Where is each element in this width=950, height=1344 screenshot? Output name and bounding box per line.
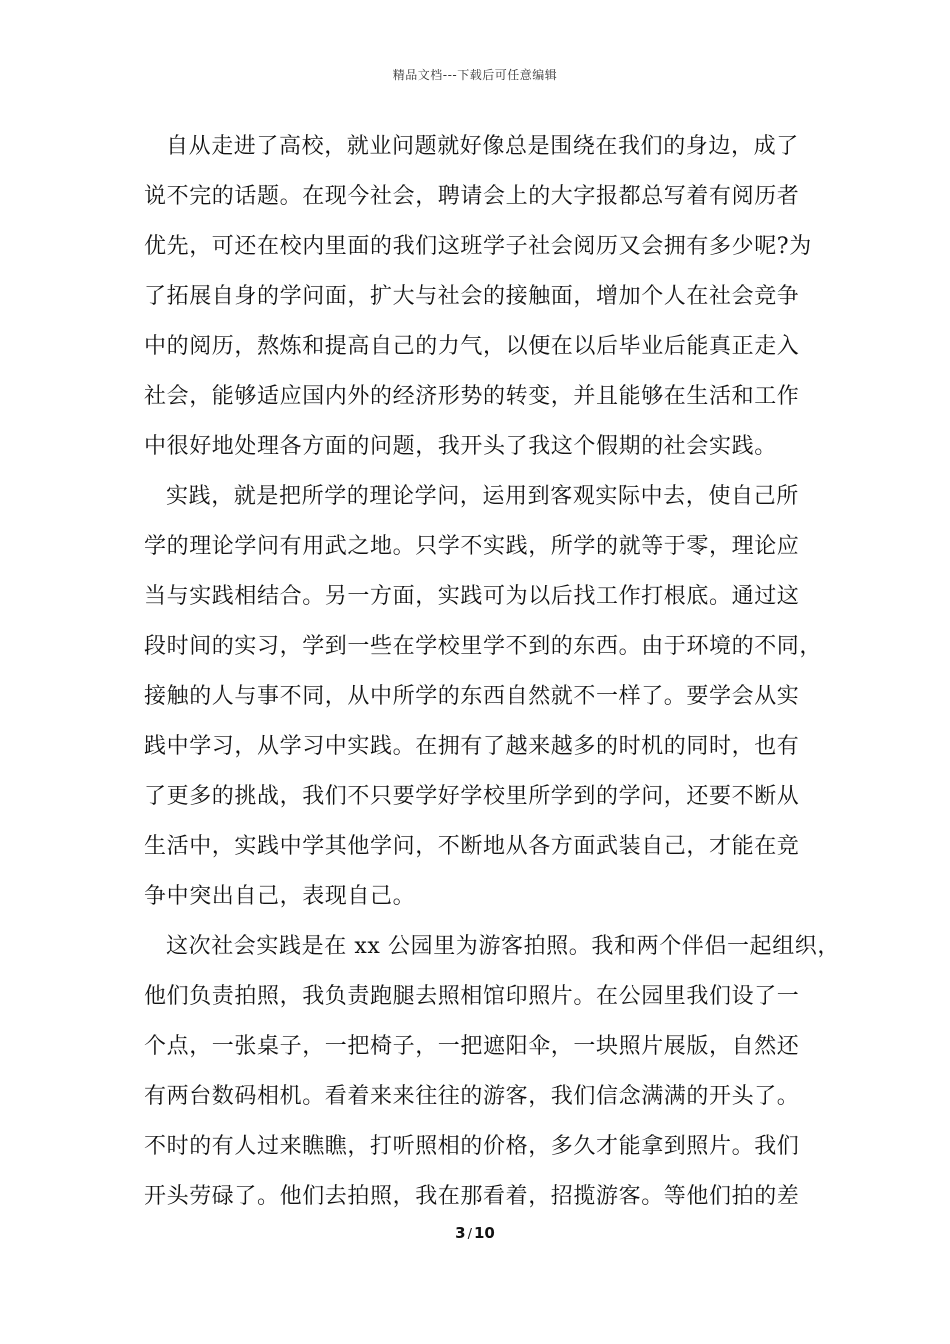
paragraph-2-line-4: 段时间的实习，学到一些在学校里学不到的东西。由于环境的不同，: [144, 634, 823, 659]
paragraph-2-line-3: 当与实践相结合。另一方面，实践可为以后找工作打根底。通过这: [144, 584, 800, 609]
paragraph-3-line-1: 这次社会实践是在 xx 公园里为游客拍照。我和两个伴侣一起组织，: [166, 934, 841, 959]
paragraph-2-line-2: 学的理论学问有用武之地。只学不实践，所学的就等于零，理论应: [144, 534, 800, 559]
paragraph-3-line-4: 有两台数码相机。看着来来往往的游客，我们信念满满的开头了。: [144, 1084, 800, 1109]
paragraph-3-line-2: 他们负责拍照，我负责跑腿去照相馆印照片。在公园里我们设了一: [144, 984, 800, 1009]
paragraph-3-line-6: 开头劳碌了。他们去拍照，我在那看着，招揽游客。等他们拍的差: [144, 1184, 800, 1209]
page-separator: /: [467, 1227, 472, 1242]
paragraph-2-line-9: 争中突出自己，表现自己。: [144, 884, 416, 909]
paragraph-2-line-8: 生活中，实践中学其他学问，不断地从各方面武装自己，才能在竞: [144, 834, 800, 859]
paragraph-2-line-5: 接触的人与事不同，从中所学的东西自然就不一样了。要学会从实: [144, 684, 800, 709]
paragraph-2-line-7: 了更多的挑战，我们不只要学好学校里所学到的学问，还要不断从: [144, 784, 800, 809]
paragraph-3-line-3: 个点，一张桌子，一把椅子，一把遮阳伞，一块照片展版，自然还: [144, 1034, 800, 1059]
page-header: 精品文档---下载后可任意编辑: [392, 68, 558, 82]
page-number: [0, 1224, 950, 1242]
paragraph-3-line-5: 不时的有人过来瞧瞧，打听照相的价格，多久才能拿到照片。我们: [144, 1134, 800, 1159]
paragraph-1-line-1: 自从走进了高校，就业问题就好像总是围绕在我们的身边，成了: [166, 134, 799, 159]
paragraph-2-line-6: 践中学习，从学习中实践。在拥有了越来越多的时机的同时，也有: [144, 734, 800, 759]
paragraph-2-line-1: 实践，就是把所学的理论学问，运用到客观实际中去，使自己所: [166, 484, 799, 509]
paragraph-1-line-7: 中很好地处理各方面的问题，我开头了我这个假期的社会实践。: [144, 434, 777, 459]
paragraph-1-line-4: 了拓展自身的学问面，扩大与社会的接触面，增加个人在社会竞争: [144, 284, 800, 309]
paragraph-1-line-6: 社会，能够适应国内外的经济形势的转变，并且能够在生活和工作: [144, 384, 800, 409]
paragraph-1-line-5: 中的阅历，熬炼和提高自己的力气，以便在以后毕业后能真正走入: [144, 334, 800, 359]
total-pages-number: 10: [473, 1224, 495, 1242]
document-body: [144, 122, 841, 1222]
paragraph-1-line-3: 优先，可还在校内里面的我们这班学子社会阅历又会拥有多少呢?为: [144, 234, 812, 259]
paragraph-1-line-2: 说不完的话题。在现今社会，聘请会上的大字报都总写着有阅历者: [144, 184, 800, 209]
current-page-number: 3: [455, 1224, 466, 1242]
